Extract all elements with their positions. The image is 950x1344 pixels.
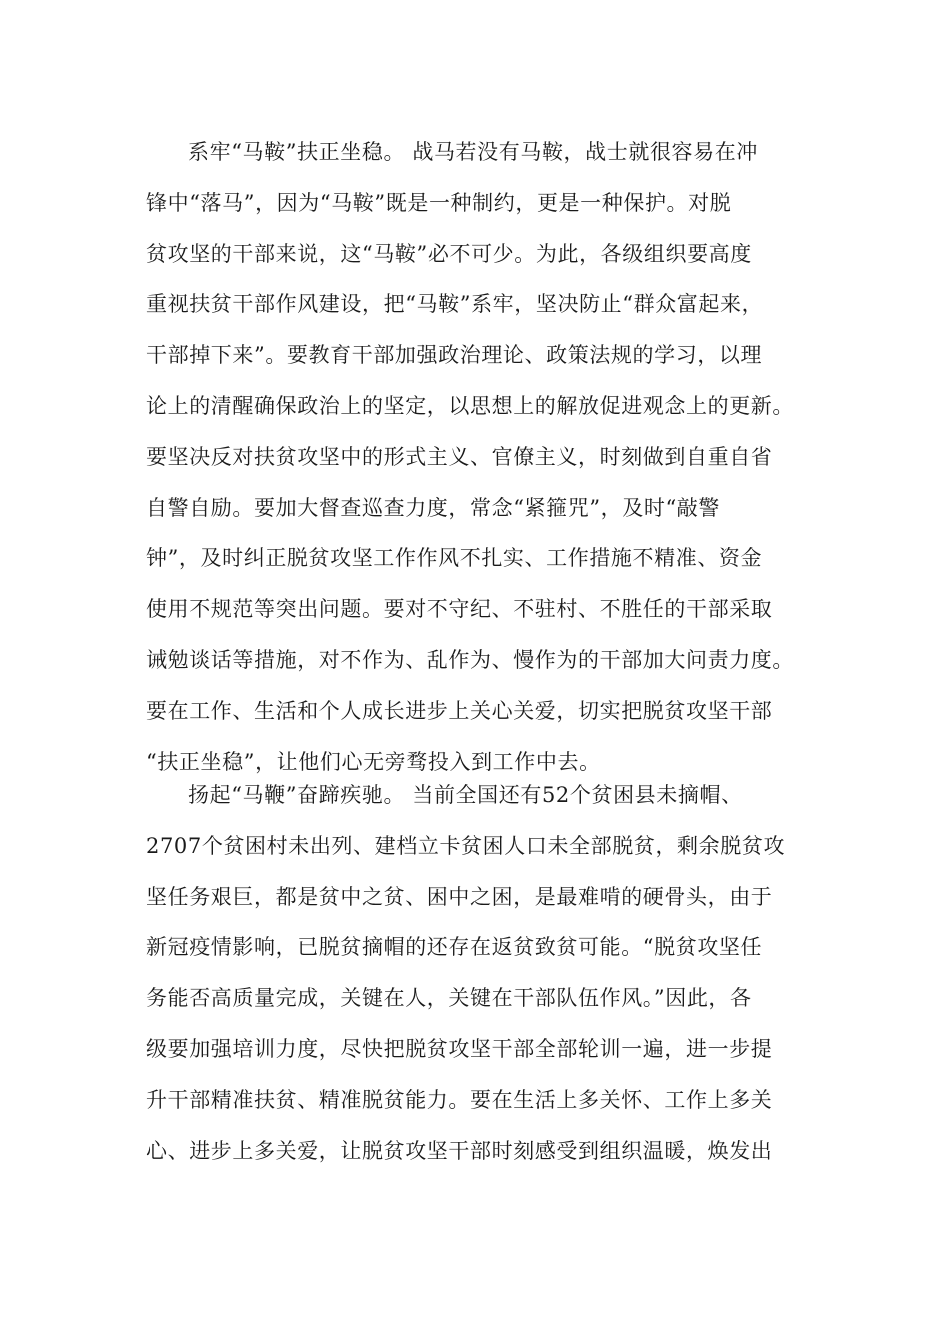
text-line: 钟”，及时纠正脱贫攻坚工作作风不扎实、工作措施不精准、资金 [146, 546, 763, 571]
text-line: 2707个贫困村未出列、建档立卡贫困人口未全部脱贫，剩余脱贫攻 [146, 833, 786, 858]
text-line: 新冠疫情影响，已脱贫摘帽的还存在返贫致贫可能。“脱贫攻坚任 [146, 935, 763, 960]
text-line: 使用不规范等突出问题。要对不守纪、不驻村、不胜任的干部采取 [146, 597, 773, 622]
text-line: 贫攻坚的干部来说，这“马鞍”必不可少。为此，各级组织要高度 [146, 241, 752, 266]
text-line: 重视扶贫干部作风建设，把“马鞍”系牢，坚决防止“群众富起来， [146, 292, 764, 317]
text-line: 坚任务艰巨，都是贫中之贫、困中之困，是最难啃的硬骨头，由于 [146, 884, 773, 909]
text-line: 诫勉谈话等措施，对不作为、乱作为、慢作为的干部加大问责力度。 [146, 647, 794, 672]
text-line: 系牢“马鞍”扶正坐稳。 战马若没有马鞍，战士就很容易在冲 [188, 140, 758, 164]
text-line: 论上的清醒确保政治上的坚定，以思想上的解放促进观念上的更新。 [146, 393, 794, 418]
text-line: 扬起“马鞭”奋蹄疾驰。 当前全国还有52个贫困县未摘帽、 [188, 783, 743, 807]
paragraph-raise-whip [146, 770, 806, 1176]
text-line: 心、进步上多关爱，让脱贫攻坚干部时刻感受到组织温暖，焕发出 [146, 1138, 773, 1163]
text-line: “扶正坐稳”，让他们心无旁骛投入到工作中去。 [146, 749, 601, 774]
text-line: 锋中“落马”，因为“马鞍”既是一种制约，更是一种保护。对脱 [146, 190, 732, 215]
text-line: 级要加强培训力度，尽快把脱贫攻坚干部全部轮训一遍，进一步提 [146, 1036, 773, 1061]
text-line: 务能否高质量完成，关键在人，关键在干部队伍作风。”因此，各 [146, 986, 752, 1011]
text-line: 要坚决反对扶贫攻坚中的形式主义、官僚主义，时刻做到自重自省 [146, 444, 773, 469]
text-line: 升干部精准扶贫、精准脱贫能力。要在生活上多关怀、工作上多关 [146, 1087, 773, 1112]
paragraph-secure-saddle [146, 127, 806, 787]
text-line: 自警自励。要加大督查巡查力度，常念“紧箍咒”，及时“敲警 [146, 495, 721, 520]
text-line: 要在工作、生活和个人成长进步上关心关爱，切实把脱贫攻坚干部 [146, 698, 773, 723]
text-line: 干部掉下来”。要教育干部加强政治理论、政策法规的学习，以理 [146, 343, 763, 368]
